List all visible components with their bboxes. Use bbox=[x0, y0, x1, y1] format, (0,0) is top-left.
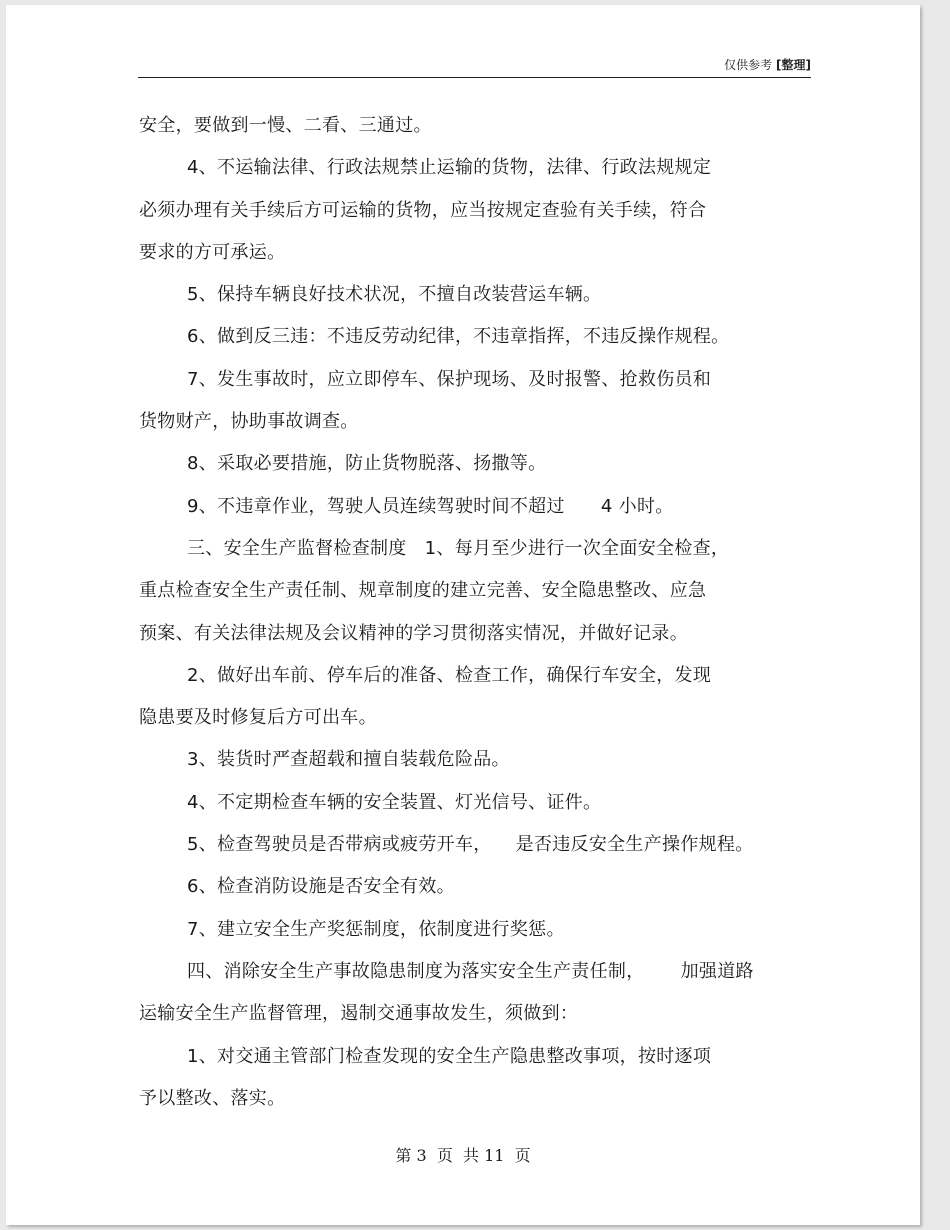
page-number-footer: 第 3 页 共 11 页 bbox=[395, 1146, 531, 1165]
body-line: 7、发生事故时，应立即停车、保护现场、及时报警、抢救伤员和 bbox=[187, 368, 712, 390]
body-line: 三、安全生产监督检查制度 1、每月至少进行一次全面安全检查， bbox=[187, 537, 730, 559]
body-line: 隐患要及时修复后方可出车。 bbox=[139, 707, 377, 729]
body-line: 1、对交通主管部门检查发现的安全生产隐患整改事项，按时逐项 bbox=[187, 1045, 712, 1067]
body-line: 必须办理有关手续后方可运输的货物，应当按规定查验有关手续，符合 bbox=[139, 199, 707, 221]
body-line: 重点检查安全生产责任制、规章制度的建立完善、安全隐患整改、应急 bbox=[139, 580, 707, 602]
body-line: 预案、有关法律法规及会议精神的学习贯彻落实情况，并做好记录。 bbox=[139, 622, 688, 644]
body-line: 7、建立安全生产奖惩制度，依制度进行奖惩。 bbox=[187, 918, 565, 940]
header-tag: [整理] bbox=[776, 58, 811, 72]
body-line: 5、检查驾驶员是否带病或疲劳开车， 是否违反安全生产操作规程。 bbox=[187, 834, 754, 856]
document-page bbox=[6, 5, 920, 1225]
body-line: 8、采取必要措施，防止货物脱落、扬撒等。 bbox=[187, 453, 547, 475]
page-header bbox=[138, 57, 811, 78]
body-line: 4、不定期检查车辆的安全装置、灯光信号、证件。 bbox=[187, 791, 602, 813]
body-line: 2、做好出车前、停车后的准备、检查工作，确保行车安全，发现 bbox=[187, 664, 712, 686]
body-line: 5、保持车辆良好技术状况，不擅自改装营运车辆。 bbox=[187, 284, 602, 306]
body-line: 6、做到反三违：不违反劳动纪律，不违章指挥，不违反操作规程。 bbox=[187, 326, 730, 348]
header-text: 仅供参考 bbox=[724, 58, 773, 72]
body-line: 6、检查消防设施是否安全有效。 bbox=[187, 876, 455, 898]
body-line: 4、不运输法律、行政法规禁止运输的货物，法律、行政法规规定 bbox=[187, 157, 712, 179]
body-line: 9、不违章作业，驾驶人员连续驾驶时间不超过 4 小时。 bbox=[187, 495, 674, 517]
body-line: 四、消除安全生产事故隐患制度为落实安全生产责任制， 加强道路 bbox=[187, 960, 754, 982]
document-body bbox=[139, 105, 819, 1120]
body-line: 安全，要做到一慢、二看、三通过。 bbox=[139, 115, 432, 136]
body-line: 3、装货时严查超载和擅自装载危险品。 bbox=[187, 749, 510, 771]
body-line: 运输安全生产监督管理，遏制交通事故发生，须做到： bbox=[139, 1003, 579, 1025]
body-line: 货物财产，协助事故调查。 bbox=[139, 411, 359, 433]
body-line: 予以整改、落实。 bbox=[139, 1087, 286, 1109]
body-line: 要求的方可承运。 bbox=[139, 241, 286, 263]
